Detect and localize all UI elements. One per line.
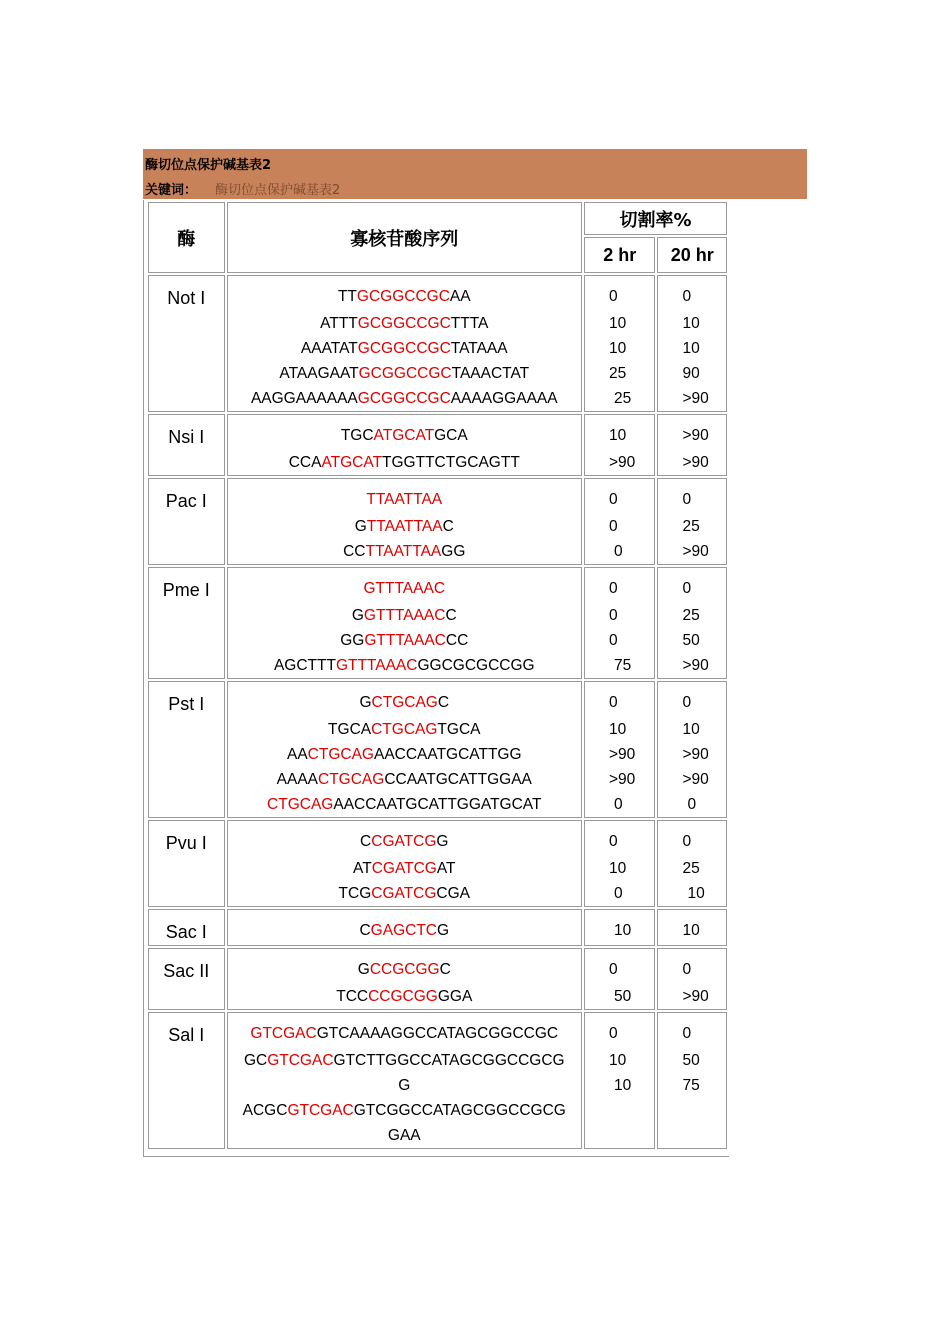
sequence-line: [228, 539, 581, 564]
sequence-line: [228, 767, 581, 792]
flank-3prime: GGA: [437, 988, 473, 1005]
rate-20hr-value: >90: [682, 454, 709, 471]
rate-20hr-value: 0: [682, 580, 692, 597]
rate-20hr-value: >90: [682, 427, 709, 444]
rate-20hr-value: 25: [682, 518, 700, 535]
rate-20hr-value: 0: [682, 288, 692, 305]
flank-3prime: TATAAA: [450, 340, 508, 357]
flank-3prime: GGCGCGCCGG: [417, 657, 535, 674]
sequence-line: [228, 690, 581, 717]
recognition-site: CCGCGG: [369, 961, 440, 978]
rate-2hr-value: >90: [609, 771, 636, 788]
rate-20hr-value: 90: [682, 365, 700, 382]
flank-3prime: G: [436, 922, 450, 939]
flank-3prime: C: [442, 518, 454, 535]
rate-2hr-value: 0: [609, 518, 618, 535]
rate-2hr-value: 10: [609, 860, 627, 877]
recognition-site: GTCGAC: [267, 1052, 334, 1069]
flank-3prime: AACCAATGCATTGGATGCAT: [333, 796, 542, 813]
flank-3prime: G: [398, 1077, 411, 1094]
rate-20hr-value: 0: [682, 694, 692, 711]
rate-2hr-value: 75: [614, 657, 632, 674]
rate-2hr-value: [585, 1098, 654, 1123]
sequence-line: [228, 1073, 581, 1098]
keyword-value: 酶切位点保护碱基表2: [215, 183, 341, 198]
sequence-line: [228, 1098, 581, 1123]
rate-2hr-cell: [584, 909, 655, 946]
sequence-line: [228, 984, 581, 1009]
rate-20hr-value: 10: [687, 885, 705, 902]
sequence-line: [228, 742, 581, 767]
flank-5prime: GG: [340, 632, 365, 649]
keyword-label: 关键词：: [145, 183, 198, 198]
flank-5prime: TGCA: [328, 721, 372, 738]
sequence-line: [228, 653, 581, 678]
sequence-line: [228, 792, 581, 817]
recognition-site: GAGCTC: [370, 922, 437, 939]
sequence-cell: [227, 909, 582, 946]
rate-20hr-value: >90: [682, 988, 709, 1005]
flank-3prime: C: [439, 961, 451, 978]
recognition-site: GCGGCCGC: [357, 315, 451, 332]
rate-2hr-value: 0: [609, 1025, 618, 1042]
rate-20hr-value: 10: [682, 721, 700, 738]
flank-5prime: AAGGAAAAAA: [250, 390, 358, 407]
rate-20hr-value: [658, 1123, 726, 1148]
rate-20hr-cell: [657, 567, 727, 679]
flank-3prime: TGCA: [437, 721, 481, 738]
rate-2hr-value: 0: [614, 885, 623, 902]
recognition-site: CTGCAG: [371, 694, 438, 711]
flank-5prime: ATAAGAAT: [279, 365, 359, 382]
rate-20hr-value: 75: [682, 1077, 700, 1094]
flank-3prime: GG: [441, 543, 466, 560]
flank-3prime: G: [436, 833, 449, 850]
rate-2hr-value: 0: [609, 694, 618, 711]
recognition-site: TTAATTAA: [365, 543, 442, 560]
recognition-site: GCGGCCGC: [357, 390, 451, 407]
sequence-line: [228, 603, 581, 628]
flank-5prime: TT: [337, 288, 357, 305]
flank-5prime: G: [359, 694, 372, 711]
rate-20hr-value: 25: [682, 860, 700, 877]
flank-5prime: ACGC: [242, 1102, 288, 1119]
rate-20hr-value: 0: [682, 1025, 692, 1042]
enzyme-name: Sal I: [148, 1012, 225, 1149]
rate-20hr-value: 25: [682, 607, 700, 624]
recognition-site: GCGGCCGC: [358, 365, 452, 382]
table-frame: [143, 200, 729, 1157]
recognition-site: CTGCAG: [307, 746, 374, 763]
enzyme-name: Pac I: [148, 478, 225, 565]
flank-5prime: ATTT: [320, 315, 358, 332]
sequence-line: [228, 856, 581, 881]
rate-2hr-value: 10: [609, 315, 627, 332]
flank-3prime: C: [437, 694, 450, 711]
col-header-enzyme: 酶: [148, 202, 225, 273]
rate-20hr-value: 0: [682, 961, 692, 978]
rate-2hr-value: 0: [614, 543, 623, 560]
sequence-line: [228, 336, 581, 361]
rate-20hr-value: >90: [682, 746, 709, 763]
rate-20hr-value: 0: [687, 796, 697, 813]
recognition-site: TTAATTAA: [366, 491, 443, 508]
sequence-line: [228, 514, 581, 539]
rate-20hr-value: 0: [682, 491, 692, 508]
rate-2hr-value: 10: [609, 721, 627, 738]
flank-5prime: AAATAT: [300, 340, 358, 357]
flank-5prime: G: [351, 607, 364, 624]
rate-20hr-cell: [657, 414, 727, 476]
rate-2hr-cell: [584, 820, 655, 907]
flank-5prime: C: [360, 833, 372, 850]
sequence-cell: [227, 681, 582, 818]
rate-2hr-value: 0: [614, 796, 623, 813]
col-header-20hr: 20 hr: [657, 237, 727, 273]
table-row: [148, 567, 727, 679]
sequence-line: [228, 957, 581, 984]
recognition-site: GTTTAAAC: [363, 607, 446, 624]
sequence-line: [228, 423, 581, 450]
flank-5prime: AGCTTT: [273, 657, 336, 674]
header-banner: [143, 149, 807, 199]
rate-2hr-value: 25: [614, 390, 632, 407]
recognition-site: ATGCAT: [373, 427, 435, 444]
flank-3prime: TTTA: [450, 315, 489, 332]
rate-20hr-value: 10: [682, 340, 700, 357]
recognition-site: TTAATTAA: [366, 518, 443, 535]
recognition-site: GTTTAAAC: [363, 580, 446, 597]
sequence-cell: [227, 567, 582, 679]
flank-3prime: GTCGGCCATAGCGGCCGCG: [353, 1102, 566, 1119]
flank-5prime: AAAA: [276, 771, 319, 788]
enzyme-table: [146, 200, 729, 1151]
rate-2hr-value: 10: [614, 1077, 632, 1094]
enzyme-name: Sac I: [148, 909, 225, 946]
rate-20hr-cell: [657, 478, 727, 565]
sequence-line: [228, 1123, 581, 1148]
recognition-site: GTCGAC: [250, 1025, 317, 1042]
recognition-site: GTTTAAAC: [364, 632, 446, 649]
recognition-site: GTCGAC: [287, 1102, 354, 1119]
recognition-site: GTTTAAAC: [335, 657, 418, 674]
rate-2hr-value: 0: [609, 580, 618, 597]
recognition-site: CTGCAG: [318, 771, 385, 788]
rate-20hr-cell: [657, 1012, 727, 1149]
sequence-line: [228, 1048, 581, 1073]
sequence-cell: [227, 948, 582, 1010]
enzyme-name: Pst I: [148, 681, 225, 818]
rate-20hr-cell: [657, 681, 727, 818]
enzyme-name: Not I: [148, 275, 225, 412]
enzyme-name: Sac II: [148, 948, 225, 1010]
rate-20hr-value: 10: [682, 922, 700, 939]
rate-20hr-value: >90: [682, 771, 709, 788]
flank-5prime: G: [357, 961, 370, 978]
sequence-line: [228, 881, 581, 906]
rate-20hr-cell: [657, 820, 727, 907]
flank-3prime: GTCAAAAGGCCATAGCGGCCGC: [316, 1025, 559, 1042]
rate-2hr-value: 10: [609, 340, 627, 357]
rate-20hr-cell: [657, 909, 727, 946]
recognition-site: CTGCAG: [267, 796, 334, 813]
flank-5prime: GC: [243, 1052, 268, 1069]
recognition-site: CGATCG: [371, 833, 437, 850]
flank-3prime: C: [445, 607, 457, 624]
sequence-line: [228, 284, 581, 311]
rate-20hr-value: 0: [682, 833, 692, 850]
sequence-line: [228, 386, 581, 411]
recognition-site: CGATCG: [371, 885, 437, 902]
keywords: [145, 179, 340, 198]
rate-2hr-value: 50: [614, 988, 632, 1005]
table-row: [148, 1012, 727, 1149]
col-header-rate: 切割率%: [584, 202, 727, 235]
flank-3prime: AA: [449, 288, 471, 305]
rate-2hr-value: 0: [609, 833, 618, 850]
flank-3prime: GAA: [387, 1127, 421, 1144]
sequence-line: [228, 829, 581, 856]
flank-3prime: CC: [445, 632, 469, 649]
flank-5prime: TCG: [338, 885, 372, 902]
rate-2hr-cell: [584, 948, 655, 1010]
rate-2hr-cell: [584, 414, 655, 476]
rate-20hr-value: >90: [682, 543, 709, 560]
rate-20hr-value: [658, 1098, 726, 1123]
rate-2hr-cell: [584, 1012, 655, 1149]
flank-3prime: AACCAATGCATTGG: [373, 746, 522, 763]
recognition-site: CCGCGG: [368, 988, 438, 1005]
rate-2hr-value: 0: [609, 632, 618, 649]
enzyme-name: Nsi I: [148, 414, 225, 476]
flank-3prime: CGA: [436, 885, 470, 902]
rate-2hr-cell: [584, 275, 655, 412]
sequence-line: [228, 1021, 581, 1048]
enzyme-name: Pme I: [148, 567, 225, 679]
sequence-cell: [227, 414, 582, 476]
rate-20hr-cell: [657, 275, 727, 412]
recognition-site: ATGCAT: [321, 454, 383, 471]
flank-3prime: TGGTTCTGCAGTT: [382, 454, 520, 471]
rate-2hr-value: 10: [614, 922, 632, 939]
table-row: [148, 820, 727, 907]
sequence-cell: [227, 1012, 582, 1149]
page-title: 酶切位点保护碱基表2: [145, 158, 272, 173]
recognition-site: CGATCG: [371, 860, 437, 877]
recognition-site: CTGCAG: [371, 721, 438, 738]
rate-2hr-value: [585, 1123, 654, 1148]
flank-5prime: TGC: [340, 427, 374, 444]
flank-5prime: AT: [353, 860, 372, 877]
sequence-line: [228, 361, 581, 386]
recognition-site: GCGGCCGC: [357, 340, 451, 357]
flank-3prime: AT: [436, 860, 456, 877]
sequence-line: [228, 717, 581, 742]
rate-2hr-value: >90: [609, 746, 636, 763]
flank-5prime: G: [354, 518, 367, 535]
rate-2hr-cell: [584, 478, 655, 565]
table-row: [148, 414, 727, 476]
rate-2hr-value: 0: [609, 607, 618, 624]
table-row: [148, 909, 727, 946]
recognition-site: GCGGCCGC: [356, 288, 450, 305]
rate-20hr-value: 10: [682, 315, 700, 332]
rate-2hr-value: 0: [609, 288, 618, 305]
rate-20hr-value: >90: [682, 657, 709, 674]
flank-5prime: CCA: [288, 454, 322, 471]
flank-3prime: CCAATGCATTGGAA: [384, 771, 532, 788]
flank-3prime: AAAAGGAAAA: [450, 390, 558, 407]
col-header-2hr: 2 hr: [584, 237, 655, 273]
flank-3prime: GCA: [434, 427, 468, 444]
table-row: [148, 478, 727, 565]
rate-2hr-cell: [584, 681, 655, 818]
rate-20hr-value: 50: [682, 1052, 700, 1069]
rate-2hr-value: 25: [609, 365, 627, 382]
sequence-line: [228, 918, 581, 945]
rate-20hr-cell: [657, 948, 727, 1010]
flank-3prime: GTCTTGGCCATAGCGGCCGCG: [333, 1052, 565, 1069]
table-body: [148, 275, 727, 1149]
rate-2hr-cell: [584, 567, 655, 679]
rate-2hr-value: >90: [609, 454, 636, 471]
sequence-cell: [227, 820, 582, 907]
sequence-line: [228, 487, 581, 514]
table-row: [148, 681, 727, 818]
table-row: [148, 948, 727, 1010]
sequence-line: [228, 450, 581, 475]
sequence-line: [228, 628, 581, 653]
rate-2hr-value: 0: [609, 491, 618, 508]
rate-2hr-value: 10: [609, 1052, 627, 1069]
flank-3prime: TAAACTAT: [451, 365, 530, 382]
rate-2hr-value: 10: [609, 427, 627, 444]
flank-5prime: CC: [343, 543, 366, 560]
sequence-cell: [227, 275, 582, 412]
flank-5prime: AA: [286, 746, 308, 763]
col-header-sequence: 寡核苷酸序列: [227, 202, 582, 273]
rate-20hr-value: >90: [682, 390, 709, 407]
sequence-line: [228, 311, 581, 336]
table-row: [148, 275, 727, 412]
enzyme-name: Pvu I: [148, 820, 225, 907]
sequence-line: [228, 576, 581, 603]
flank-5prime: C: [359, 922, 371, 939]
flank-5prime: TCC: [336, 988, 369, 1005]
sequence-cell: [227, 478, 582, 565]
rate-2hr-value: 0: [609, 961, 618, 978]
rate-20hr-value: 50: [682, 632, 700, 649]
